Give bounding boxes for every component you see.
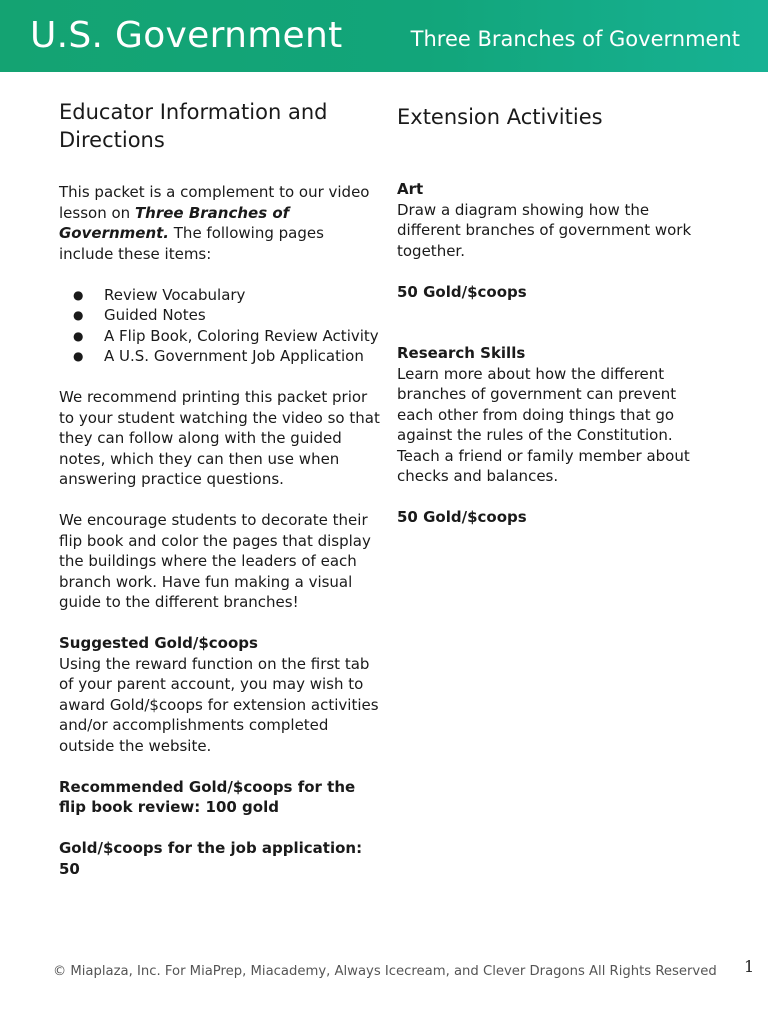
activity-research-skills — [397, 343, 715, 487]
recommended-rewards: Recommended Gold/$coops for the flip book review: 100 gold — [59, 777, 356, 816]
activity-description: Learn more about how the different branches of government can prevent each other from doing things that go against the rules of the Constitution. Teach a friend or family member about checks and balances. — [397, 364, 690, 485]
intro-text-end: The following pages include these items: — [59, 224, 324, 263]
bullet-icon: ● — [73, 287, 84, 302]
list-item — [59, 305, 381, 326]
suggested-rewards-body: Using the reward function on the first tab of your parent account, you may wish to award Gold/$coops for extension activities and/or accomplishments completed outside the website. — [59, 654, 379, 755]
list-item-text: Guided Notes — [104, 306, 206, 324]
activity-reward: 50 Gold/$coops — [397, 282, 527, 301]
bullet-icon: ● — [73, 308, 84, 322]
intro-paragraph — [59, 182, 381, 264]
educator-info-heading: Educator Information and Directions — [59, 100, 328, 152]
banner-title: U.S. Government — [30, 15, 343, 56]
activity-art — [397, 179, 715, 261]
activity-title: Art — [397, 180, 424, 198]
list-item — [59, 285, 381, 306]
suggested-rewards-block — [59, 633, 381, 756]
lesson-title-emphasis: Three Branches of Government. — [59, 203, 290, 242]
list-item-text: A Flip Book, Coloring Review Activity — [104, 326, 379, 345]
activity-title: Research Skills — [397, 344, 526, 362]
job-application-rewards: Gold/$coops for the job application: 50 — [59, 839, 363, 878]
list-item-text: A U.S. Government Job Application — [104, 347, 364, 365]
banner-subtitle: Three Branches of Government — [410, 27, 740, 51]
activity-description: Draw a diagram showing how the different branches of government work together. — [397, 200, 692, 260]
title-banner — [0, 0, 768, 72]
extension-activities-heading: Extension Activities — [397, 105, 603, 129]
list-item — [59, 326, 381, 347]
intro-text-start: This packet is a complement to our video lesson on — [59, 183, 370, 222]
list-item — [59, 346, 381, 367]
extension-activities-column — [397, 103, 715, 548]
educator-info-column — [59, 98, 381, 900]
page-number: 1 — [744, 957, 755, 976]
bullet-icon: ● — [73, 349, 84, 363]
decorate-paragraph: We encourage students to decorate their flip book and color the pages that display the buildings where the leaders of each branch work. Have fun making a visual guide to the different branches! — [59, 511, 371, 611]
bullet-icon: ● — [73, 328, 84, 343]
printing-paragraph: We recommend printing this packet prior to your student watching the video so that they can follow along with the guided notes, which they can then use when answering practice questions. — [59, 388, 380, 488]
copyright-footer: © Miaplaza, Inc. For MiaPrep, Miacademy, Always Icecream, and Clever Dragons All Rights Reserved — [53, 964, 717, 979]
packet-items-list — [59, 285, 381, 367]
list-item-text: Review Vocabulary — [104, 285, 246, 304]
suggested-rewards-title: Suggested Gold/$coops — [59, 634, 258, 652]
activity-reward: 50 Gold/$coops — [397, 508, 527, 526]
